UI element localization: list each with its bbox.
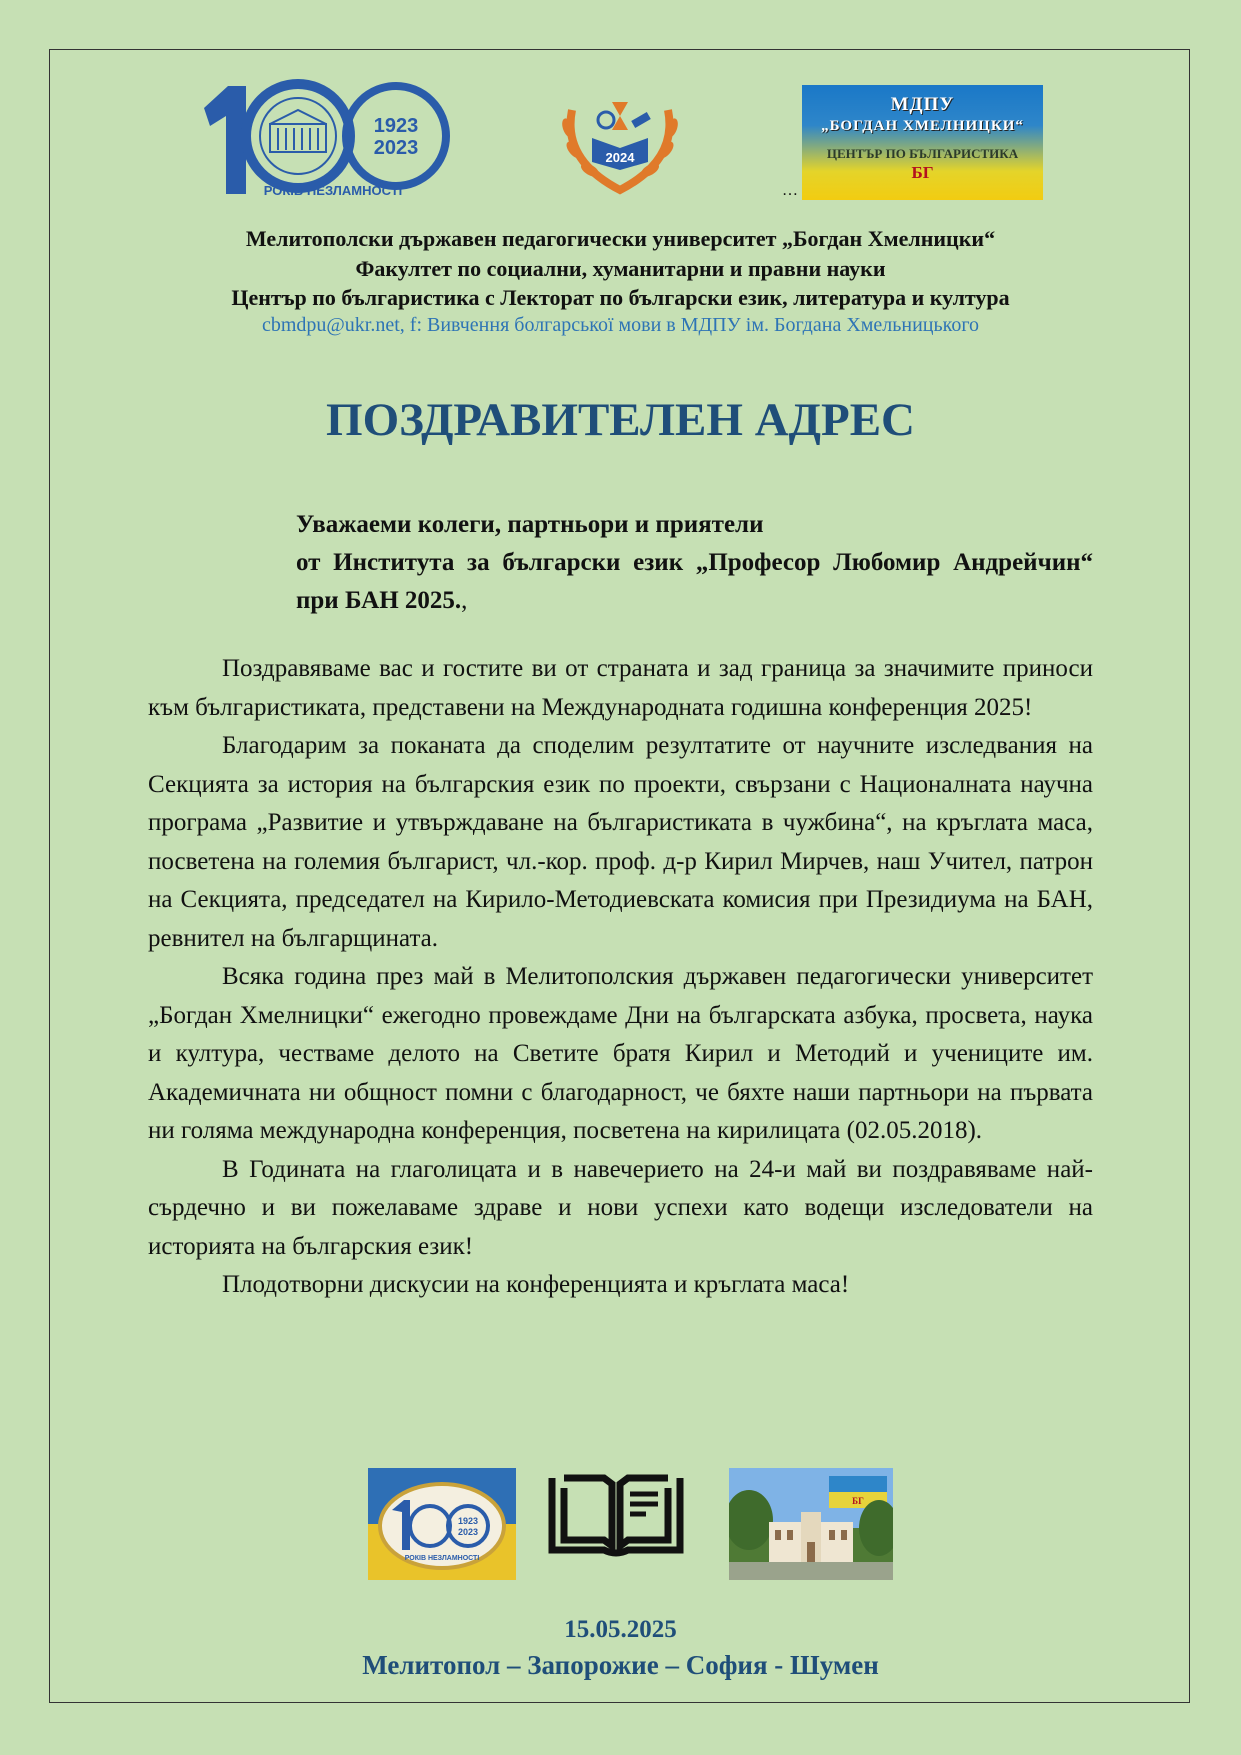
logo-digit-one <box>204 86 246 194</box>
faculty-name: Факултет по социални, хуманитарни и правни науки <box>355 255 886 281</box>
university-100-years-logo <box>198 78 454 198</box>
contact-line[interactable]: cbmdpu@ukr.net, f: Вивчення болгарської мови в МДПУ ім. Богдана Хмельницького <box>261 313 980 336</box>
paragraph: Плодотворни дискусии на конференцията и кръглата маса! <box>222 1271 850 1298</box>
bulgaristics-center-banner <box>802 85 1043 200</box>
jubilee-logo-flag <box>368 1468 516 1580</box>
university-building-photo <box>729 1468 893 1580</box>
page-title: ПОЗДРАВИТЕЛЕН АДРЕС <box>326 394 915 446</box>
center-name: Център по българистика с Лекторат по български език, литература и култура <box>231 285 1010 310</box>
photo-banner-text: БГ <box>852 1496 864 1506</box>
banner-line-3: ЦЕНТЪР ПО БЪЛГАРИСТИКА <box>826 146 1019 161</box>
logo-motto: РОКІВ НЕЗЛАМНОСТІ <box>263 183 403 198</box>
banner-line-4: БГ <box>911 163 934 182</box>
faculty-year: 2024 <box>605 150 635 165</box>
gavel-icon <box>631 112 651 128</box>
banner-line-1: МДПУ <box>890 94 955 115</box>
paragraph: Всяка година през май в Мелитополския държавен педагогически университет „Богдан Хмелницки“ ежегодно провеждаме Дни на българската азбука, просвета, наука и култура, честваме делото на Светите братя Кирил и Методий и учениците им. Академичната ни общност помни с благодарност, че бяхте наши партньори на първата ни голяма международна конференция, посветена на кирилицата (02.05.2018). <box>148 963 1093 1144</box>
letter-date: 15.05.2025 <box>564 1616 677 1643</box>
logo-year-start: 1923 <box>373 115 419 137</box>
salutation-comma: , <box>461 587 468 614</box>
jubilee-motto: РОКІВ НЕЗЛАМНОСТІ <box>404 1555 480 1562</box>
open-book-icon <box>546 1470 686 1562</box>
logo-year-end: 2023 <box>373 137 419 159</box>
paragraph: Благодарим за поканата да споделим резултатите от научните изследвания на Секцията за история на българския език по проекти, свързани с Националната научна програма „Развитие и утвърждаване на българистиката в чужбина“, на кръглата маса, посветена на големия българист, чл.-кор. проф. д-р Кирил Мирчев, наш Учител, патрон на Секцията, председател на Кирило-Методиевската комисия при Президиума на БАН, ревнител на българщината. <box>148 732 1093 952</box>
salutation-line-1: Уважаеми колеги, партньори и приятели <box>296 511 764 538</box>
salutation-line-2: от Института за български език „Професор Любомир Андрейчин“ при БАН 2025. <box>296 549 1093 614</box>
magnifier-icon <box>598 112 614 128</box>
institution-header <box>0 224 1241 337</box>
letter-places: Мелитопол – Запорожие – София - Шумен <box>362 1650 879 1680</box>
jubilee-year-start: 1923 <box>457 1516 479 1526</box>
faculty-emblem-logo <box>532 50 708 202</box>
logo-seal-ring <box>246 84 350 188</box>
jubilee-year-end: 2023 <box>457 1527 479 1537</box>
paragraph: В Годината на глаголицата и в навечерието на 24-и май ви поздравяваме най-сърдечно и ви пожелаваме здраве и нови успехи като водещи изследователи на историята на българския език! <box>148 1155 1093 1260</box>
ellipsis-mark: … <box>782 182 798 199</box>
salutation <box>296 506 1093 620</box>
paragraph: Поздравяваме вас и гостите ви от страната и зад граница за значимите приноси към българистиката, представени на Международната годишна конференция 2025! <box>148 655 1093 721</box>
university-name: Мелитополски държавен педагогически университет „Богдан Хмелницки“ <box>245 226 996 251</box>
letter-body <box>148 650 1093 1305</box>
banner-line-2: „БОГДАН ХМЕЛНИЦКИ“ <box>821 118 1024 134</box>
